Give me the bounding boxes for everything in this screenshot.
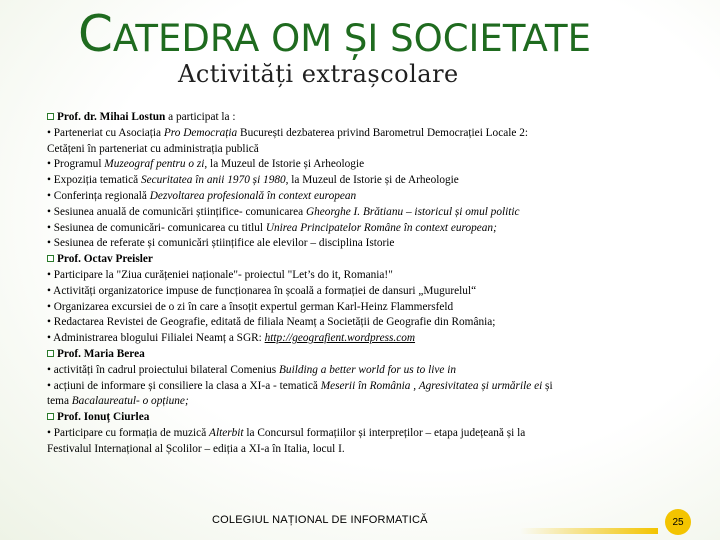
activity-text: • Participare cu formația de muzică — [47, 426, 210, 439]
activity-line — [47, 126, 682, 142]
activity-text: • Organizarea excursiei de o zi în care a însoțit expertul german Karl-Heinz Flammersfeld — [47, 300, 454, 313]
activity-text: • Expoziția tematică — [47, 174, 141, 187]
activity-line — [47, 268, 682, 284]
teacher-heading-text: a participat la : — [165, 111, 236, 123]
activity-text: tema — [47, 395, 72, 408]
activity-text: • Parteneriat cu Asociația — [47, 126, 164, 139]
slide-title — [78, 5, 591, 63]
activity-title: Securitatea în anii 1970 și 1980 — [140, 174, 286, 187]
footer-school-name: COLEGIUL NAȚIONAL DE INFORMATICĂ — [212, 514, 428, 526]
activity-text: • Sesiunea de comunicări- comunicarea cu titlul — [47, 221, 266, 234]
blog-link[interactable]: http://geografient.wordpress.com — [264, 332, 416, 345]
activity-text: București dezbaterea privind Barometrul Democrației Locale 2: — [237, 126, 528, 139]
teacher-name: Prof. Octav Preisler — [57, 253, 153, 266]
teacher-heading — [47, 347, 682, 363]
activity-title: Gheorghe I. Brătianu – istoricul și omul politic — [305, 205, 520, 218]
activity-line — [47, 394, 682, 410]
activity-line — [47, 284, 682, 300]
activity-text: • activități în cadrul proiectului bilateral Comenius — [47, 363, 280, 376]
activity-line — [47, 221, 682, 237]
activity-line — [47, 363, 682, 379]
teacher-name: Prof. Maria Berea — [57, 347, 145, 360]
activity-title: Pro Democrația — [163, 126, 238, 139]
activity-text: • Activități organizatorice impuse de funcționarea în școală a formației de dansuri „Mugurelul“ — [47, 284, 477, 297]
activity-line — [47, 205, 682, 221]
title-rest: ATEDRA OM ȘI SOCIETATE — [112, 17, 591, 60]
activity-line — [47, 442, 682, 458]
activity-title: Building a better world for us to live in — [279, 363, 457, 376]
activity-text: • Programul — [47, 158, 105, 171]
activity-line — [47, 142, 682, 158]
activity-title: Dezvoltarea profesională în context european — [149, 189, 357, 202]
activity-line — [47, 426, 682, 442]
activity-line — [47, 300, 682, 316]
activity-text: • Administrarea blogului Filialei Neamț a SGR: — [47, 332, 265, 345]
square-bullet-icon — [47, 350, 54, 357]
square-bullet-icon — [47, 113, 54, 120]
activity-text: , la Muzeul de Istorie și Arheologie — [204, 158, 365, 171]
activity-text: • Sesiunea anuală de comunicări științifice- comunicarea — [47, 205, 306, 218]
page-number: 25 — [672, 516, 684, 528]
slide-subtitle: Activități extrașcolare — [178, 60, 459, 88]
teacher-name: Prof. Ionuț Ciurlea — [57, 411, 150, 424]
activity-line — [47, 157, 682, 173]
activity-line — [47, 173, 682, 189]
footer-accent-bar — [520, 528, 658, 534]
activity-text: și — [542, 379, 553, 392]
activity-text: • Participare la "Ziua curățeniei naționale"- proiectul "Let’s do it, Romania!" — [47, 268, 393, 281]
activity-line — [47, 189, 682, 205]
activity-text: Cetățeni în parteneriat cu administrația publică — [47, 142, 259, 155]
activity-text: la Concursul formațiilor și interpreților – etapa județeană și la — [243, 426, 526, 439]
activities-list — [47, 110, 682, 458]
activity-line — [47, 331, 682, 347]
activity-title: Bacalaureatul- o opțiune; — [71, 395, 189, 408]
activity-text: • Sesiunea de referate și comunicări științifice ale elevilor – disciplina Istorie — [47, 237, 395, 250]
activity-text: • Conferința regională — [47, 189, 150, 202]
teacher-name: Prof. dr. Mihai Lostun — [57, 111, 166, 123]
activity-title: Muzeograf pentru o zi — [104, 158, 205, 171]
square-bullet-icon — [47, 413, 54, 420]
teacher-heading — [47, 110, 682, 126]
activity-line — [47, 315, 682, 331]
activity-text: Festivalul Internațional al Școlilor – ediția a XI-a în Italia, locul I. — [47, 442, 345, 455]
activity-text: , la Muzeul de Istorie și de Arheologie — [285, 174, 459, 187]
page-number-badge — [665, 509, 691, 535]
activity-line — [47, 379, 682, 395]
activity-text: • Redactarea Revistei de Geografie, editată de filiala Neamț a Societății de Geografie din România; — [47, 316, 496, 329]
activity-title: Unirea Principatelor Române în context european; — [265, 221, 497, 234]
teacher-heading — [47, 252, 682, 268]
title-initial: C — [78, 5, 113, 63]
square-bullet-icon — [47, 255, 54, 262]
teacher-heading — [47, 410, 682, 426]
activity-title: Meserii în România , Agresivitatea și urmările ei — [320, 379, 543, 392]
activity-title: Alterbit — [209, 426, 244, 439]
activity-line — [47, 236, 682, 252]
activity-text: • acțiuni de informare și consiliere la clasa a XI-a - tematică — [47, 379, 321, 392]
